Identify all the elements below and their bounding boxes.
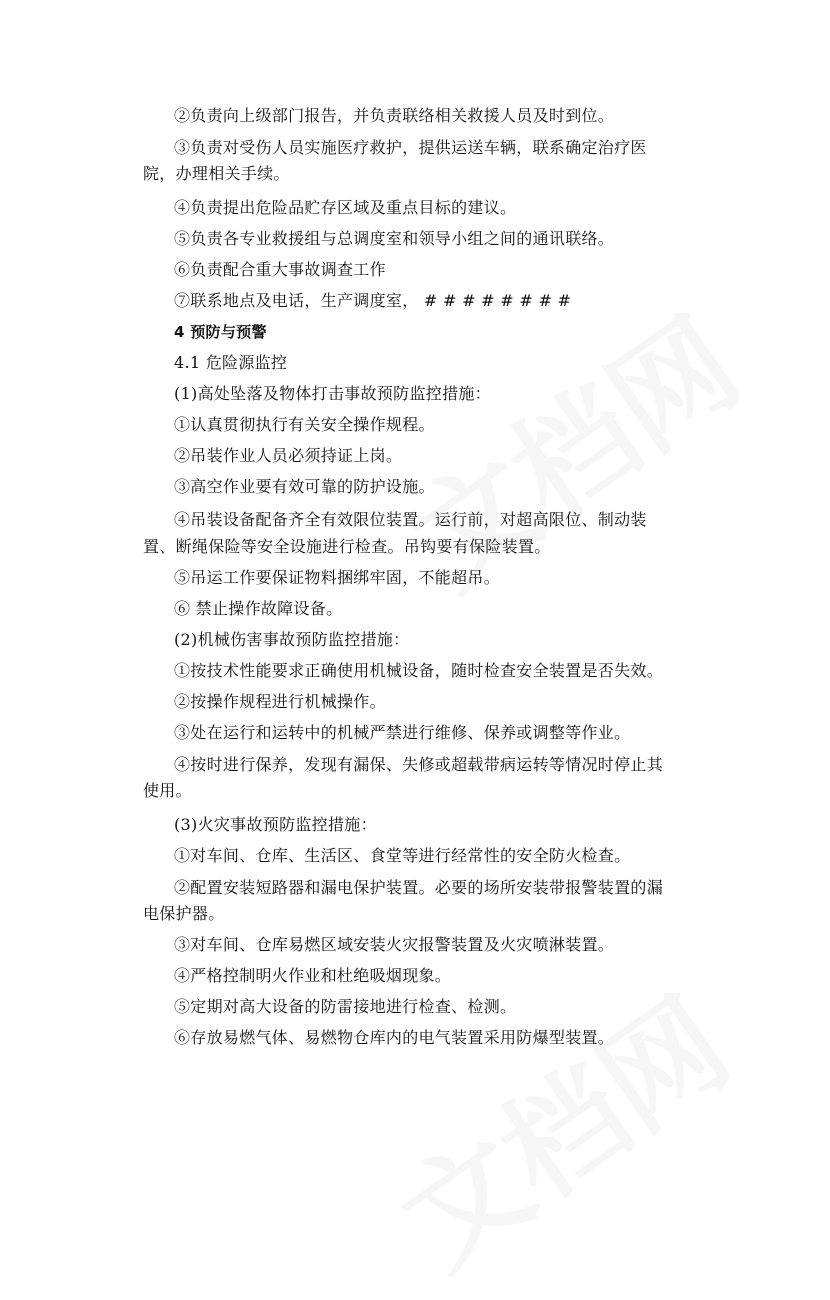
paragraph-line: ①对车间、仓库、生活区、食堂等进行经常性的安全防火检查。 bbox=[174, 846, 631, 865]
subsection-heading: 4.1 危险源监控 bbox=[174, 353, 288, 372]
paragraph-line: ①认真贯彻执行有关安全操作规程。 bbox=[174, 415, 435, 434]
paragraph-line: ⑥负责配合重大事故调查工作 bbox=[174, 260, 386, 279]
paragraph-line: (1)高处坠落及物体打击事故预防监控措施： bbox=[174, 384, 491, 403]
paragraph-line: (2)机械伤害事故预防监控措施： bbox=[174, 630, 410, 649]
paragraph-line: ⑥ 禁止操作故障设备。 bbox=[174, 599, 343, 618]
paragraph-line: 电保护器。 bbox=[143, 904, 225, 923]
paragraph-line: 置、断绳保险等安全设施进行检查。吊钩要有保险装置。 bbox=[143, 537, 551, 556]
paragraph-line: ⑤吊运工作要保证物料捆绑牢固，不能超吊。 bbox=[174, 568, 501, 587]
paragraph-line: ⑥存放易燃气体、易燃物仓库内的电气装置采用防爆型装置。 bbox=[174, 1028, 615, 1047]
paragraph-line: ④吊装设备配备齐全有效限位装置。运行前，对超高限位、制动装 bbox=[174, 510, 647, 529]
paragraph-line: 院，办理相关手续。 bbox=[143, 164, 290, 183]
paragraph-line: ②配置安装短路器和漏电保护装置。必要的场所安装带报警装置的漏 bbox=[174, 878, 664, 897]
paragraph-line: ④负责提出危险品贮存区域及重点目标的建议。 bbox=[174, 198, 517, 217]
paragraph-line: ③处在运行和运转中的机械严禁进行维修、保养或调整等作业。 bbox=[174, 723, 631, 742]
paragraph-line: 使用。 bbox=[143, 781, 192, 800]
paragraph-line: ⑦联系地点及电话，生产调度室， # # # # # # # # bbox=[174, 291, 572, 310]
paragraph-line: ②吊装作业人员必须持证上岗。 bbox=[174, 446, 403, 465]
paragraph-line: ③高空作业要有效可靠的防护设施。 bbox=[174, 477, 435, 496]
section-heading: 4 预防与预警 bbox=[174, 323, 267, 341]
paragraph-line: (3)火灾事故预防监控措施： bbox=[174, 815, 377, 834]
paragraph-line: ⑤定期对高大设备的防雷接地进行检查、检测。 bbox=[174, 997, 517, 1016]
paragraph-line: ④严格控制明火作业和杜绝吸烟现象。 bbox=[174, 966, 452, 985]
paragraph-line: ③对车间、仓库易燃区域安装火灾报警装置及火灾喷淋装置。 bbox=[174, 935, 615, 954]
paragraph-line: ②按操作规程进行机械操作。 bbox=[174, 692, 386, 711]
paragraph-line: ④按时进行保养，发现有漏保、失修或超载带病运转等情况时停止其 bbox=[174, 755, 664, 774]
paragraph-line: ②负责向上级部门报告，并负责联络相关救援人员及时到位。 bbox=[174, 106, 615, 125]
paragraph-line: ①按技术性能要求正确使用机械设备，随时检查安全装置是否失效。 bbox=[174, 661, 664, 680]
paragraph-line: ③负责对受伤人员实施医疗救护，提供运送车辆，联系确定治疗医 bbox=[174, 138, 647, 157]
paragraph-line: ⑤负责各专业救援组与总调度室和领导小组之间的通讯联络。 bbox=[174, 229, 615, 248]
